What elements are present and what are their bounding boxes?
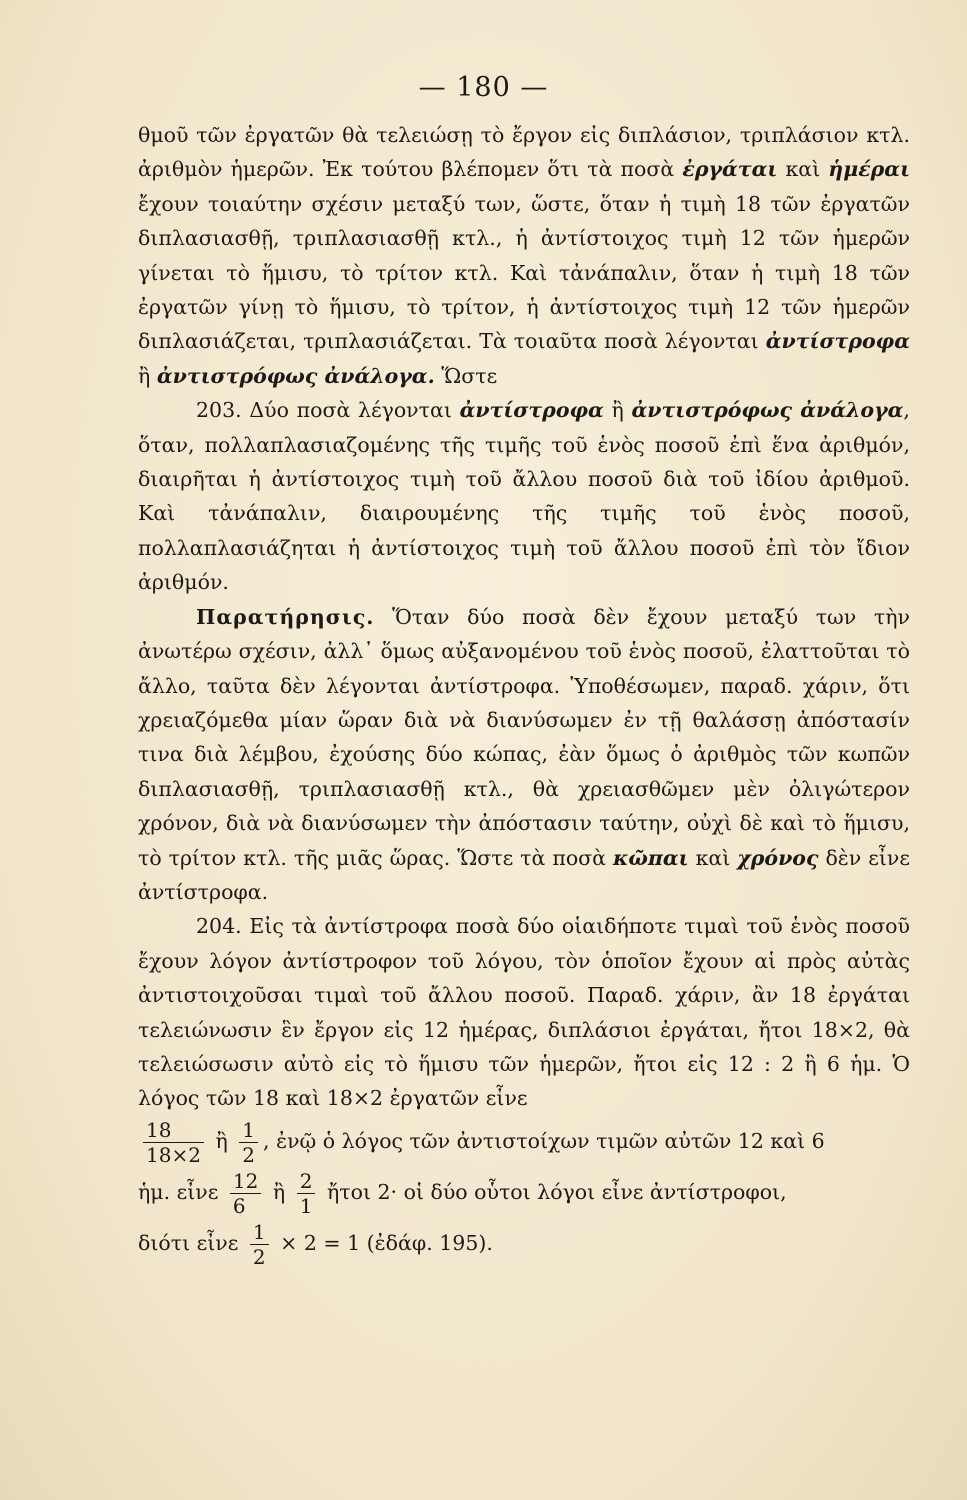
formula-line-3: διότι εἶνε $\frac{1}{2}$ × 2 = 1 (ἐδάφ. 195). xyxy=(138,1219,493,1269)
term-workers: ἐργάται xyxy=(682,157,778,182)
text-line: καὶ xyxy=(785,157,821,182)
fraction: $\frac{1}{2}$ xyxy=(239,1118,258,1167)
text-line: 18 τῶν ἐργατῶν διπλασιασθῇ, τριπλασιασθῇ κτλ., ἡ ἀντίστοιχος xyxy=(138,191,910,251)
section-204 xyxy=(138,909,910,1115)
text-line: καὶ xyxy=(695,845,731,870)
section-body: Εἰς τὰ ἀντίστροφα ποσὰ δύο οἱαιδήποτε τιμαὶ τοῦ ἑνὸς ποσοῦ ἔχουν λόγον ἀντίστροφον τοῦ λόγου, τὸν ὁποῖον ἔχουν αἱ πρὸς αὐτὰς ἀντιστοιχοῦσαι τιμαὶ τοῦ ἄλλου ποσοῦ. Παραδ. χάριν, ἂν 18 ἐργάται τελειώνωσιν ἓν ἔργον εἰς 12 ἡμέρας, διπλάσιοι ἐργάται, ἤτοι 18×2, θὰ τελειώσωσιν αὐτὸ εἰς τὸ ἥμισυ τῶν ἡμερῶν, ἤτοι εἰς 12 : 2 ἢ 6 ἡμ. Ὁ λόγος τῶν 18 καὶ 18×2 ἐργατῶν εἶνε xyxy=(138,914,910,1111)
page-number: — 180 — xyxy=(418,72,549,103)
text-line: δὲν εἶνε ἀντίστροφα. xyxy=(138,845,910,904)
text-line: ἢ xyxy=(611,398,624,423)
term-inversely-proportional: ἀντιστρόφως ἀνάλογα. xyxy=(156,363,435,388)
section-number: 203. xyxy=(196,398,242,423)
text-line: Δύο ποσὰ λέγονται xyxy=(249,398,452,423)
remark-label: Παρατήρησις. xyxy=(196,604,375,629)
text-line: ἢ xyxy=(138,363,151,388)
term-inversely-proportional: ἀντιστρόφως ἀνάλογα xyxy=(631,398,904,423)
text-line: Τὰ τοιαῦτα ποσὰ λέγονται xyxy=(479,329,759,354)
fraction: $\frac{12}{6}$ xyxy=(230,1169,261,1218)
section-body: , ὅταν, πολλαπλασιαζομένης τῆς τιμῆς τοῦ ἑνὸς ποσοῦ ἐπὶ ἕνα ἀριθμόν, διαιρῆται ἡ ἀντίστοιχος τιμὴ τοῦ ἄλλου ποσοῦ διὰ τοῦ ἰδίου ἀριθμοῦ. Καὶ τἀνάπαλιν, διαιρουμένης τῆς τιμῆς τοῦ ἑνὸς ποσοῦ, πολλαπλασιάζηται ἡ ἀντίστοιχος τιμὴ τοῦ ἄλλου ποσοῦ ἐπὶ τὸν ἴδιον ἀριθμόν. xyxy=(138,398,910,595)
remark-body: Ὅταν δύο ποσὰ δὲν ἔχουν μεταξύ των τὴν ἀνωτέρω σχέσιν, ἀλλ᾽ ὅμως αὐξανομένου τοῦ ἑνὸς ποσοῦ, ἐλαττοῦται τὸ ἄλλο, ταῦτα δὲν λέγονται ἀντίστροφα. Ὑποθέσωμεν, παραδ. χάριν, ὅτι χρειαζόμεθα μίαν ὥραν διὰ νὰ διανύσωμεν ἐν τῇ θαλάσσῃ ἀπόστασίν τινα διὰ λέμβου, ἐχούσης δύο κώπας, ἐὰν ὅμως ὁ ἀριθμὸς τῶν κωπῶν διπλασιασθῇ, τριπλασιασθῇ κτλ., θὰ χρειασθῶμεν μὲν ὀλιγώτερον χρόνον, διὰ νὰ διανύσωμεν τὴν ἀπόστασιν ταύτην, οὐχὶ δὲ καὶ τὸ ἥμισυ, τὸ τρίτον κτλ. τῆς μιᾶς ὥρας. Ὥστε τὰ ποσὰ xyxy=(138,604,910,870)
paragraph-intro xyxy=(138,118,910,393)
text-line: κτλ. ἀριθμὸν ἡμερῶν. Ἐκ τούτου βλέπομεν ὅτι τὰ ποσὰ xyxy=(138,123,910,182)
page-text xyxy=(138,118,910,1269)
fraction: $\frac{1}{2}$ xyxy=(250,1220,269,1269)
fraction: $\frac{2}{1}$ xyxy=(297,1169,316,1218)
term-days: ἡμέραι xyxy=(828,157,910,182)
text-line: τιμὴ 12 τῶν ἡμερῶν γίνεται τὸ ἥμισυ, τὸ τρίτον κτλ. Καὶ τἀνάπαλιν, ὅταν ἡ τιμὴ 18 τῶν ἐργατῶν γίνῃ τὸ ἥμισυ, τὸ τρίτον, ἡ ἀντίστοιχος τιμὴ 12 τῶν ἡμερῶν διπλασιάζεται, τριπλασιάζεται. xyxy=(138,226,911,354)
section-203 xyxy=(138,393,910,599)
term-oars: κῶπαι xyxy=(613,845,689,870)
remark xyxy=(138,600,910,910)
term-inverse: ἀντίστροφα xyxy=(765,329,910,354)
text-line: θμοῦ τῶν ἐργατῶν θὰ τελειώσῃ τὸ ἔργον εἰς διπλάσιον, τριπλάσιον xyxy=(138,123,859,147)
section-number: 204. xyxy=(196,914,242,939)
fraction: $\frac{18}{18\times 2}$ xyxy=(143,1118,204,1167)
text-line: Ὥστε xyxy=(441,363,498,388)
formula-line-2: ἡμ. εἶνε $\frac{12}{6}$ ἢ $\frac{2}{1}$ ἤτοι 2· οἱ δύο οὗτοι λόγοι εἶνε ἀντίστροφοι, xyxy=(138,1168,787,1218)
formula-line-1: $\frac{18}{18\times 2}$ ἢ $\frac{1}{2}$ , ἐνῷ ὁ λόγος τῶν ἀντιστοίχων τιμῶν αὐτῶν 12 καὶ 6 xyxy=(138,1116,910,1167)
term-time: χρόνος xyxy=(737,845,819,870)
text-line: ἔχουν τοιαύτην σχέσιν μεταξύ των, ὥστε, ὅταν ἡ τιμὴ xyxy=(138,191,726,216)
term-inverse: ἀντίστροφα xyxy=(459,398,604,423)
